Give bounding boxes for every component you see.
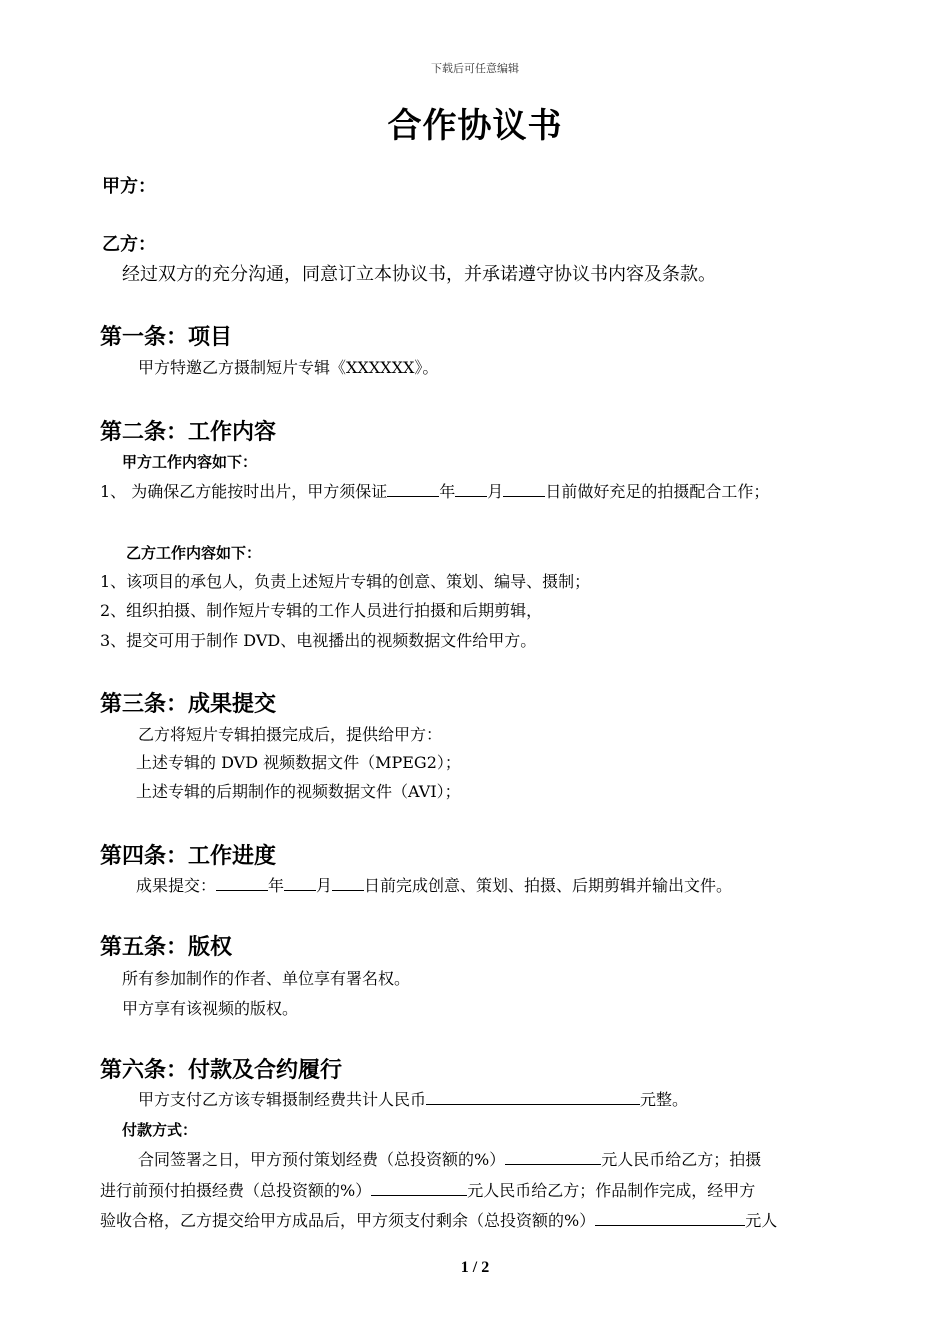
amount-blank [505,1150,601,1165]
payment-paragraph-line [138,1147,761,1170]
article1-heading: 第一条：项目 [100,325,233,350]
month-blank [284,876,316,891]
party-b-work-subheading: 乙方工作内容如下： [126,544,262,562]
article5-line: 甲方享有该视频的版权。 [122,999,299,1018]
party-b-work-item: 1、该项目的承包人，负责上述短片专辑的创意、策划、编导、摄制； [100,572,591,591]
article2-heading: 第二条：工作内容 [100,420,277,445]
page-number: 1 / 2 [460,1259,490,1276]
payment-text: 元人 [745,1211,778,1230]
fee-amount-blank [426,1090,640,1105]
article3-heading: 第三条：成果提交 [100,692,277,717]
article3-line: 乙方将短片专辑拍摄完成后，提供给甲方： [138,725,443,744]
party-b-label: 乙方： [102,234,156,255]
payment-paragraph-line [100,1208,777,1231]
article3-line: 上述专辑的后期制作的视频数据文件（AVI）； [136,782,461,801]
article4-month: 月 [316,876,333,895]
amount-blank [371,1181,467,1196]
article4-year: 年 [268,876,285,895]
article6-heading: 第六条：付款及合约履行 [100,1058,343,1083]
payment-text: 元人民币给乙方；作品制作完成，经甲方 [467,1181,756,1200]
party-b-work-item: 3、提交可用于制作 DVD、电视播出的视频数据文件给甲方。 [100,631,537,650]
article3-line: 上述专辑的 DVD 视频数据文件（MPEG2）； [136,753,461,772]
article6-fee [138,1087,688,1110]
item1-suffix: 日前做好充足的拍摄配合工作； [545,482,770,501]
payment-text: 进行前预付拍摄经费（总投资额的%） [100,1181,372,1200]
intro-paragraph: 经过双方的充分沟通，同意订立本协议书，并承诺遵守协议书内容及条款。 [122,264,716,285]
item1-prefix: 1、 为确保乙方能按时出片，甲方须保证 [100,482,388,501]
article4-text [136,873,732,896]
year-blank [387,482,439,497]
item1-month: 月 [487,482,504,501]
party-a-work-item1 [100,479,769,502]
amount-blank [595,1211,745,1226]
party-a-work-subheading: 甲方工作内容如下： [122,453,258,471]
item1-year: 年 [439,482,456,501]
article5-heading: 第五条：版权 [100,935,233,960]
party-a-label: 甲方： [102,176,156,197]
day-blank [503,482,545,497]
payment-text: 合同签署之日，甲方预付策划经费（总投资额的%） [138,1150,506,1169]
article4-heading: 第四条：工作进度 [100,844,277,869]
fee-prefix: 甲方支付乙方该专辑摄制经费共计人民币 [138,1090,427,1109]
payment-method-subheading: 付款方式： [122,1121,198,1139]
payment-paragraph-line [100,1178,755,1201]
article5-line: 所有参加制作的作者、单位享有署名权。 [122,969,411,988]
year-blank [216,876,268,891]
article1-text: 甲方特邀乙方摄制短片专辑《XXXXXX》。 [138,358,439,377]
fee-suffix: 元整。 [640,1090,689,1109]
party-b-work-item: 2、组织拍摄、制作短片专辑的工作人员进行拍摄和后期剪辑， [100,601,543,620]
header-note: 下载后可任意编辑 [431,62,519,75]
payment-text: 验收合格，乙方提交给甲方成品后，甲方须支付剩余（总投资额的%） [100,1211,596,1230]
article4-suffix: 日前完成创意、策划、拍摄、后期剪辑并输出文件。 [364,876,733,895]
document-title: 合作协议书 [387,106,563,146]
day-blank [332,876,364,891]
month-blank [455,482,487,497]
payment-text: 元人民币给乙方；拍摄 [601,1150,762,1169]
article4-prefix: 成果提交： [136,876,217,895]
